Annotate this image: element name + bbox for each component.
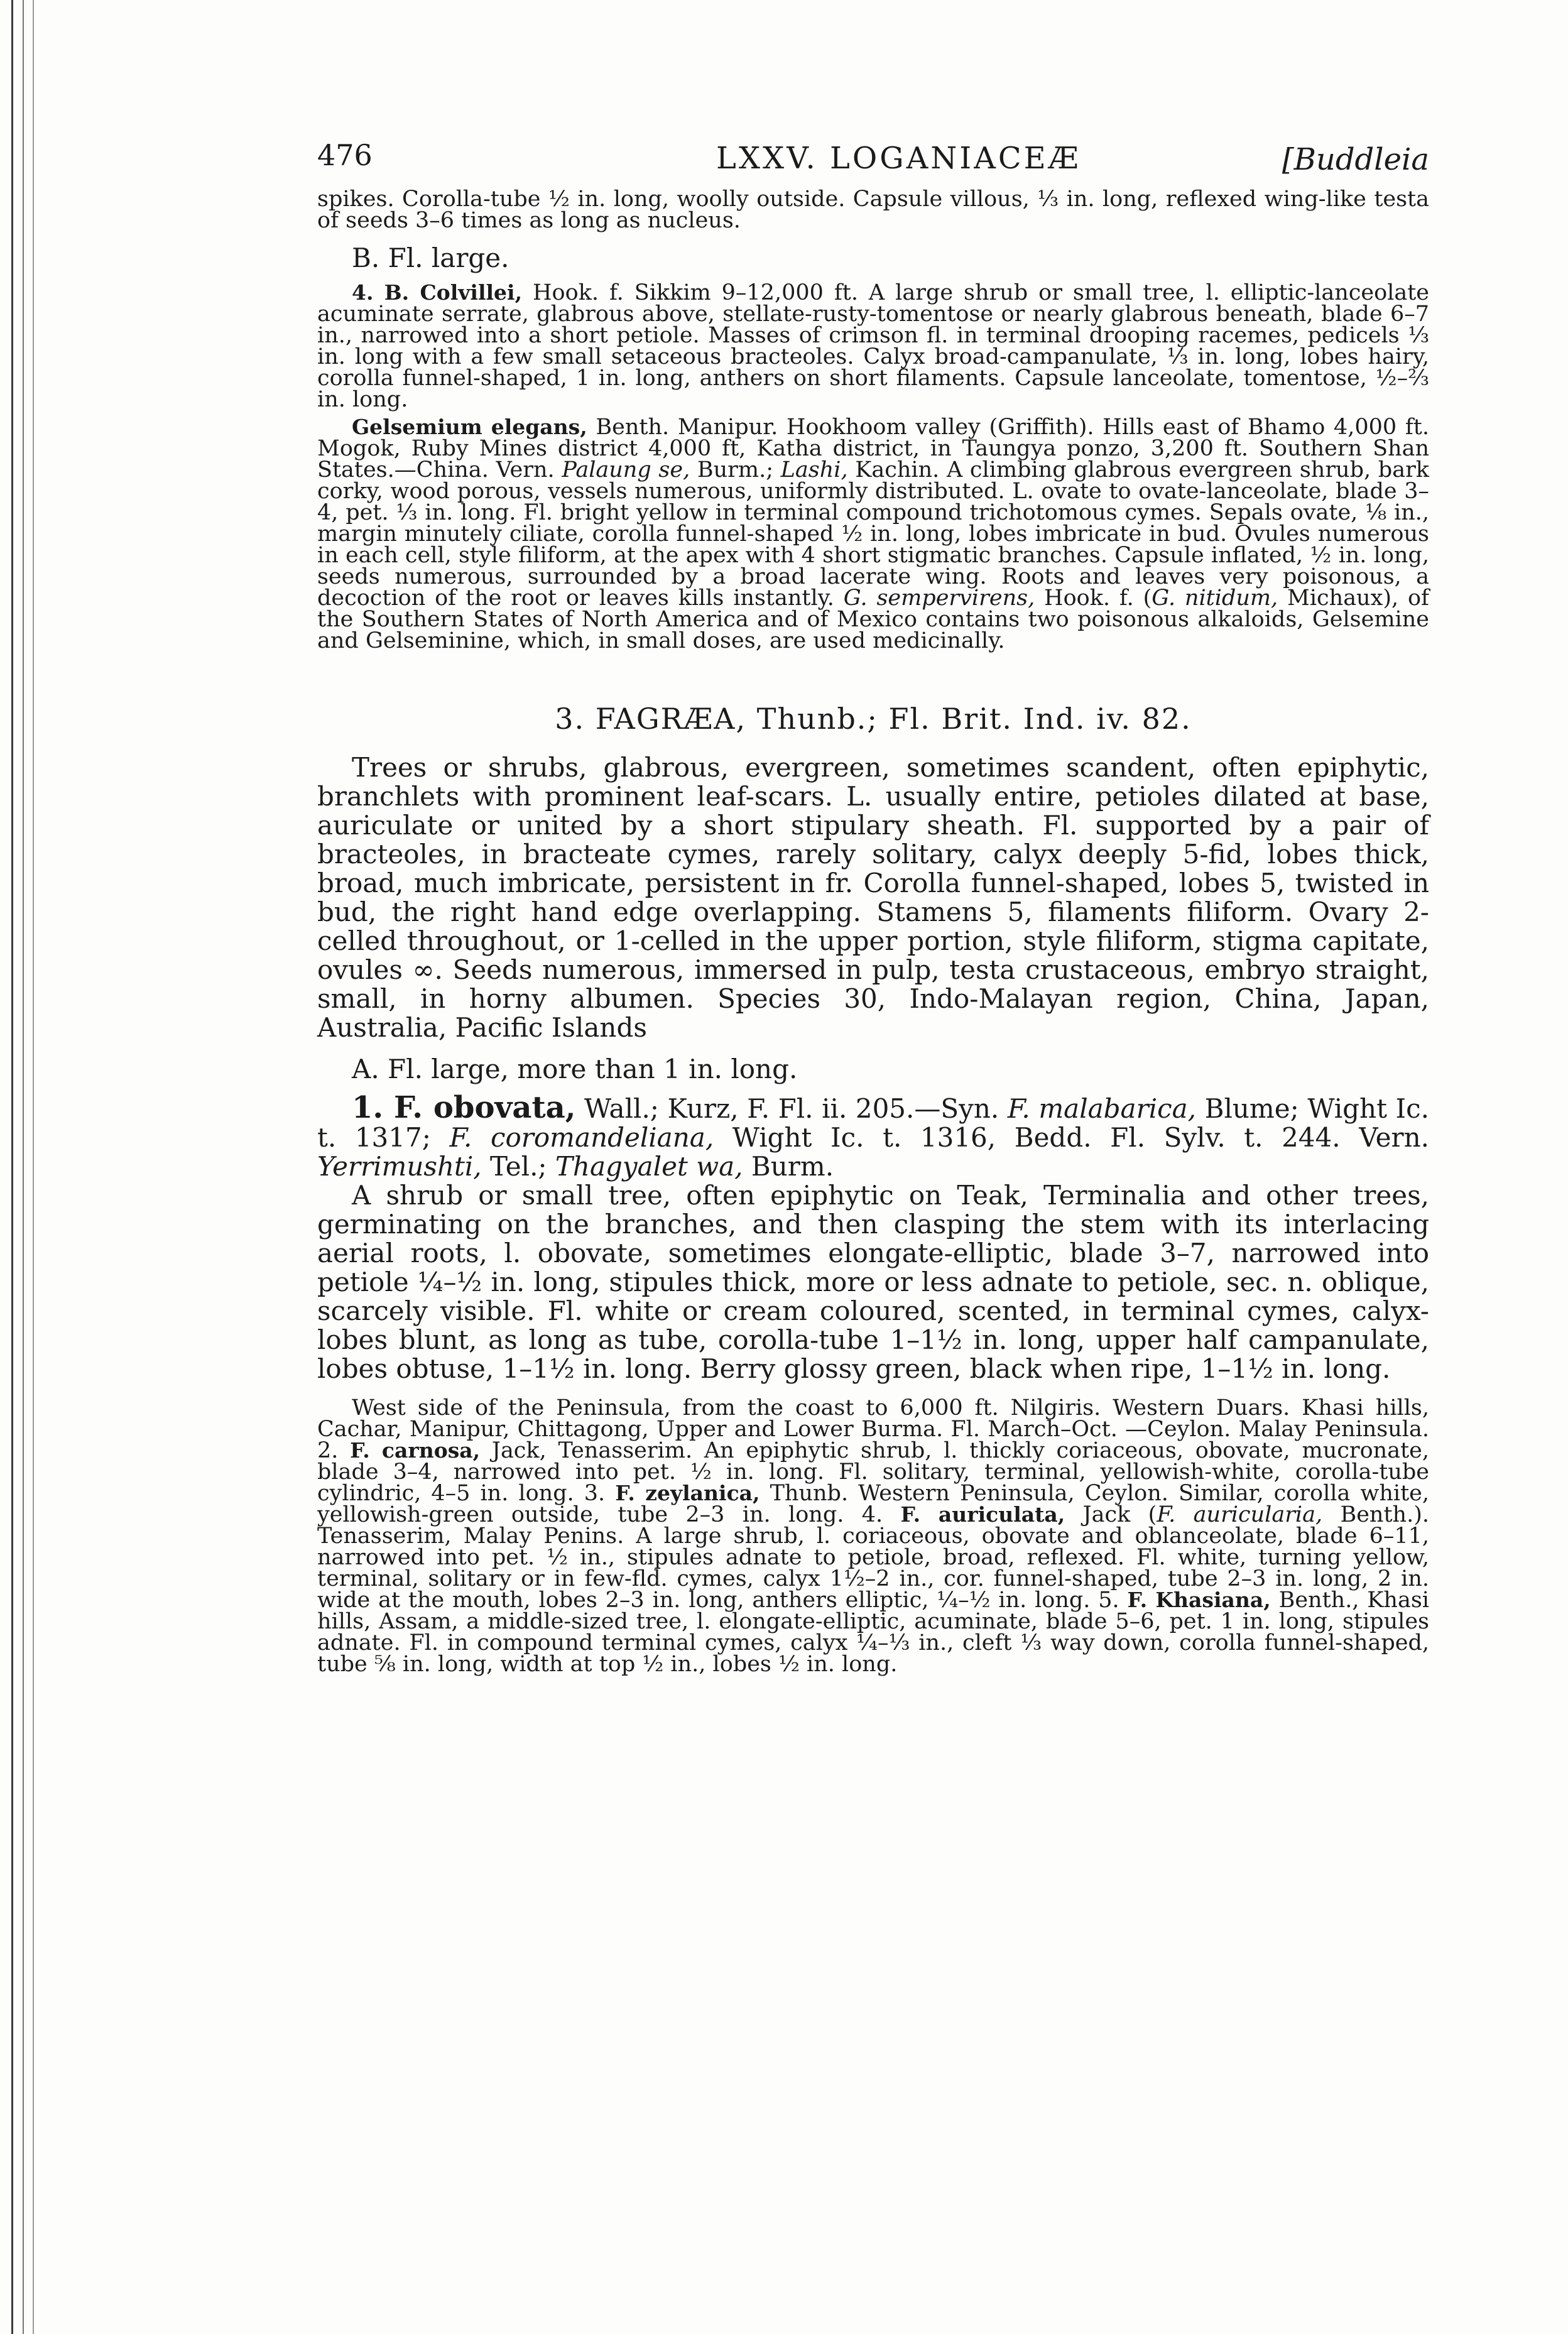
- entry-text: Benth., Khasi hills, Assam, a middle-sized tree, l. elongate-elliptic, acuminate, blade 5–6, pet. 1 in. long, stipules adnate. Fl. in compound terminal cymes, calyx ¼–⅓ in., cleft ⅓ way down, corolla funnel-shaped, tube ⅝ in. long, width at top ½ in., lobes ½ in. long.: [317, 1588, 1430, 1677]
- page-header: [317, 132, 1429, 188]
- species-name: Gelsemium elegans,: [352, 415, 587, 439]
- entry-text: Benth. Manipur. Hookhoom valley (Griffith). Hills east of Bhamo 4,000 ft. Mogok, Ruby Mines district 4,000 ft, Katha district, in Taungya ponzo, 3,200 ft. Southern Shan States.—China. Vern.: [317, 415, 1429, 483]
- entry-text: Tel.;: [481, 1151, 555, 1182]
- entry-text: Kachin. A climbing glabrous evergreen shrub, bark corky, wood porous, vessels numerous, uniformly distributed. L. ovate to ovate-lanceolate, blade 3–4, pet. ⅓ in. long. Fl. bright yellow in terminal compound trichotomous cymes. Sepals ovate, ⅛ in., margin minutely ciliate, corolla funnel-shaped ½ in. long, lobes imbricate in bud. Ovules numerous in each cell, style filiform, at the apex with 4 short stigmatic branches. Capsule inflated, ½ in. long, seeds numerous, surrounded by a broad lacerate wing. Roots and leaves very poisonous, a decoction of the root or leaves kills instantly.: [317, 457, 1430, 611]
- vernacular-name: Yerrimushti,: [317, 1151, 482, 1182]
- entry-text: Thunb. Western Peninsula, Ceylon. Similar, corolla white, yellowish-green outside, tube 2–3 in. long. 4.: [317, 1481, 1429, 1527]
- species-name: F. zeylanica,: [615, 1481, 760, 1505]
- page-number: 476: [317, 138, 373, 172]
- entry-text: Benth.). Tenasserim, Malay Penins. A large shrub, l. coriaceous, obovate and oblanceolate, blade 6–11, narrowed into pet. ½ in., stipules adnate to petiole, broad, reflexed. Fl. white, turning yellow, terminal, solitary or in few-fld. cymes, calyx 1½–2 in., cor. funnel-shaped, tube 2–3 in. long, 2 in. wide at the mouth, lobes 2–3 in. long, anthers elliptic, ¼–½ in. long. 5.: [317, 1502, 1429, 1613]
- scan-edge-line: [23, 0, 24, 2334]
- book-page: [317, 132, 1429, 1675]
- species-name: 1. F. obovata,: [352, 1090, 576, 1125]
- obovata-synonyms: [317, 1090, 1430, 1182]
- entry-text: Blume; Wight Ic. t. 1317;: [317, 1093, 1430, 1153]
- scan-edge-line: [11, 0, 13, 2334]
- synonym-name: F. malabarica,: [1007, 1093, 1197, 1124]
- gelsemium-entry: [317, 417, 1429, 652]
- synonym-name: F. coromandeliana,: [449, 1122, 714, 1153]
- family-title: LXXV. LOGANIACEÆ: [716, 141, 1081, 176]
- colvillei-entry: [317, 282, 1429, 410]
- running-genus: [Buddleia: [1282, 142, 1429, 177]
- species-name: F. auriculata,: [900, 1502, 1065, 1527]
- vernacular-name: Palaung se,: [562, 457, 690, 483]
- distribution-paragraph: [317, 1397, 1429, 1675]
- species-name: G. sempervirens,: [843, 586, 1035, 611]
- entry-text: Michaux), of the Southern States of North America and of Mexico contains two poisonous alkaloids, Gelsemine and Gelseminine, which, in small doses, are used medicinally.: [317, 586, 1429, 653]
- intro-paragraph: spikes. Corolla-tube ½ in. long, woolly outside. Capsule villous, ⅓ in. long, reflexed wing-like testa of seeds 3–6 times as long as nucleus.: [317, 187, 1429, 233]
- entry-text: Wall.; Kurz, F. Fl. ii. 205.—Syn.: [575, 1093, 1008, 1124]
- vernacular-name: Lashi,: [780, 457, 848, 483]
- entry-text: Jack (: [1065, 1502, 1157, 1527]
- species-name: G. nitidum,: [1152, 586, 1278, 611]
- species-name: F. Khasiana,: [1127, 1588, 1271, 1612]
- scan-edge-line: [33, 0, 34, 2334]
- entry-text: Hook. f. (: [1035, 586, 1152, 611]
- obovata-description: A shrub or small tree, often epiphytic on Teak, Terminalia and other trees, germinating on the branches, and then clasping the stem with its interlacing aerial roots, l. obovate, sometimes elongate-elliptic, blade 3–7, narrowed into petiole ¼–½ in. long, stipules thick, more or less adnate to petiole, sec. n. oblique, scarcely visible. Fl. white or cream coloured, scented, in terminal cymes, calyx-lobes blunt, as long as tube, corolla-tube 1–1½ in. long, upper half campanulate, lobes obtuse, 1–1½ in. long. Berry glossy green, black when ripe, 1–1½ in. long.: [317, 1180, 1429, 1384]
- genus-description: Trees or shrubs, glabrous, evergreen, sometimes scandent, often epiphytic, branchlets with prominent leaf-scars. L. usually entire, petioles dilated at base, auriculate or united by a short stipulary sheath. Fl. supported by a pair of bracteoles, in bracteate cymes, rarely solitary, calyx deeply 5-fid, lobes thick, broad, much imbricate, persistent in fr. Corolla funnel-shaped, lobes 5, twisted in bud, the right hand edge overlapping. Stamens 5, filaments filiform. Ovary 2-celled throughout, or 1-celled in the upper portion, style filiform, stigma capitate, ovules ∞. Seeds numerous, immersed in pulp, testa crustaceous, embryo straight, small, in horny albumen. Species 30, Indo-Malayan region, China, Japan, Australia, Pacific Islands: [317, 752, 1429, 1043]
- entry-text: Hook. f. Sikkim 9–12,000 ft. A large shrub or small tree, l. elliptic-lanceolate acuminate serrate, glabrous above, stellate-rusty-tomentose or nearly glabrous beneath, blade 6–7 in., narrowed into a short petiole. Masses of crimson fl. in terminal drooping racemes, pedicels ⅓ in. long with a few small setaceous bracteoles. Calyx broad-campanulate, ⅓ in. long, lobes hairy, corolla funnel-shaped, 1 in. long, anthers on short filaments. Capsule lanceolate, tomentose, ½–⅔ in. long.: [317, 280, 1429, 412]
- subheading-a: A. Fl. large, more than 1 in. long.: [352, 1054, 798, 1084]
- entry-text: Burm.: [743, 1151, 834, 1182]
- species-name: 4. B. Colvillei,: [352, 280, 523, 305]
- subheading-b: B. Fl. large.: [352, 243, 509, 273]
- entry-text: West side of the Peninsula, from the coast to 6,000 ft. Nilgiris. Western Duars. Khasi hills, Cachar, Manipur, Chittagong, Upper and Lower Burma. Fl. March–Oct. —Ceylon. Malay Peninsula. 2.: [317, 1395, 1429, 1463]
- entry-text: Jack, Tenasserim. An epiphytic shrub, l. thickly coriaceous, obovate, mucronate, blade 3–4, narrowed into pet. ½ in. long. Fl. solitary, terminal, yellowish-white, corolla-tube cylindric, 4–5 in. long. 3.: [317, 1438, 1429, 1506]
- entry-text: Burm.;: [690, 457, 781, 483]
- species-name: F. carnosa,: [350, 1438, 481, 1463]
- vernacular-name: Thagyalet wa,: [555, 1151, 743, 1182]
- genus-heading: 3. FAGRÆA, Thunb.; Fl. Brit. Ind. iv. 82.: [555, 702, 1192, 736]
- synonym-name: F. auricularia,: [1157, 1502, 1323, 1527]
- entry-text: Wight Ic. t. 1316, Bedd. Fl. Sylv. t. 244. Vern.: [714, 1122, 1429, 1153]
